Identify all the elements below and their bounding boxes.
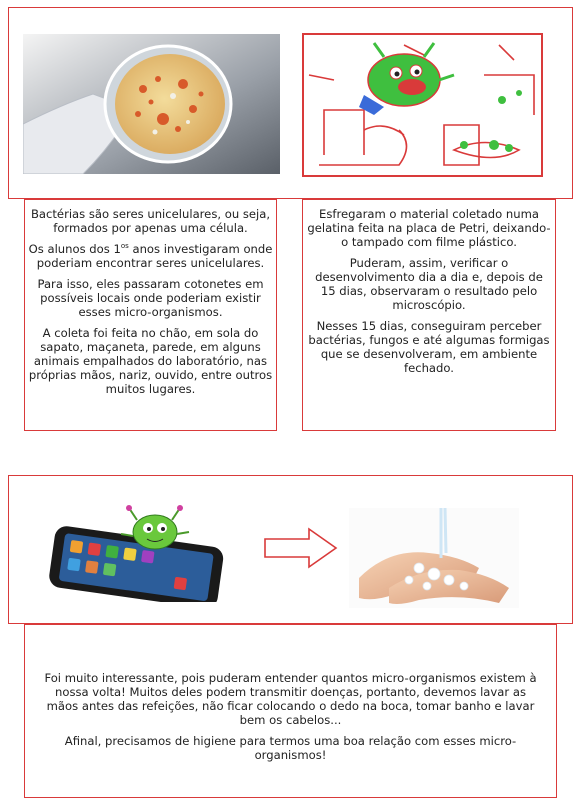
bottom-paragraph-2: Afinal, precisamos de higiene para termos uma boa relação com esses micro-organismos!: [64, 734, 517, 762]
arrow-right-icon: [263, 527, 339, 569]
left-paragraph-3: Para isso, eles passaram cotonetes em possíveis locais onde poderiam existir esses micro-organismos.: [37, 277, 264, 319]
right-paragraph-3: Nesses 15 dias, conseguiram perceber bactérias, fungos e até algumas formigas que se desenvolveram, em ambiente fechado.: [308, 319, 550, 375]
bottom-paragraph-1: Foi muito interessante, pois puderam entender quantos micro-organismos existem à nossa volta! Muitos deles podem transmitir doenças, portanto, devemos lavar as mãos antes das refeições, não ficar colocando o dedo na boca, tomar banho e lavar bem os cabelos...: [44, 671, 537, 727]
right-paragraph-1: Esfregaram o material coletado numa gelatina feita na placa de Petri, deixando-o tampado com filme plástico.: [307, 207, 551, 249]
left-paragraph-4: A coleta foi feita no chão, em sola do sapato, maçaneta, parede, em alguns animais empalhados do laboratório, nas próprias mãos, nariz, ouvido, entre outros muitos lugares.: [28, 326, 273, 396]
left-paragraph-2-start: Os alunos dos 1: [28, 242, 121, 256]
ordinal-suffix: os: [120, 242, 129, 251]
left-paragraph-2: [28, 242, 273, 270]
germ-cartoon: [302, 33, 543, 177]
petri-dish-photo: [23, 34, 280, 174]
left-paragraph-2-end: anos investigaram onde poderiam encontrar seres unicelulares.: [36, 242, 273, 270]
bottom-image-frame: [8, 475, 573, 624]
smartphone-photo: [37, 502, 247, 602]
bottom-text: [40, 671, 541, 769]
left-text: [28, 207, 273, 403]
hand-washing-photo: [349, 508, 519, 608]
right-paragraph-2: Puderam, assim, verificar o desenvolvimento dia a dia e, depois de 15 dias, observaram o resultado pelo microscópio.: [315, 256, 543, 312]
top-image-frame: [8, 7, 573, 199]
right-text: [306, 207, 552, 382]
left-paragraph-1: Bactérias são seres unicelulares, ou seja, formados por apenas uma célula.: [30, 207, 271, 235]
